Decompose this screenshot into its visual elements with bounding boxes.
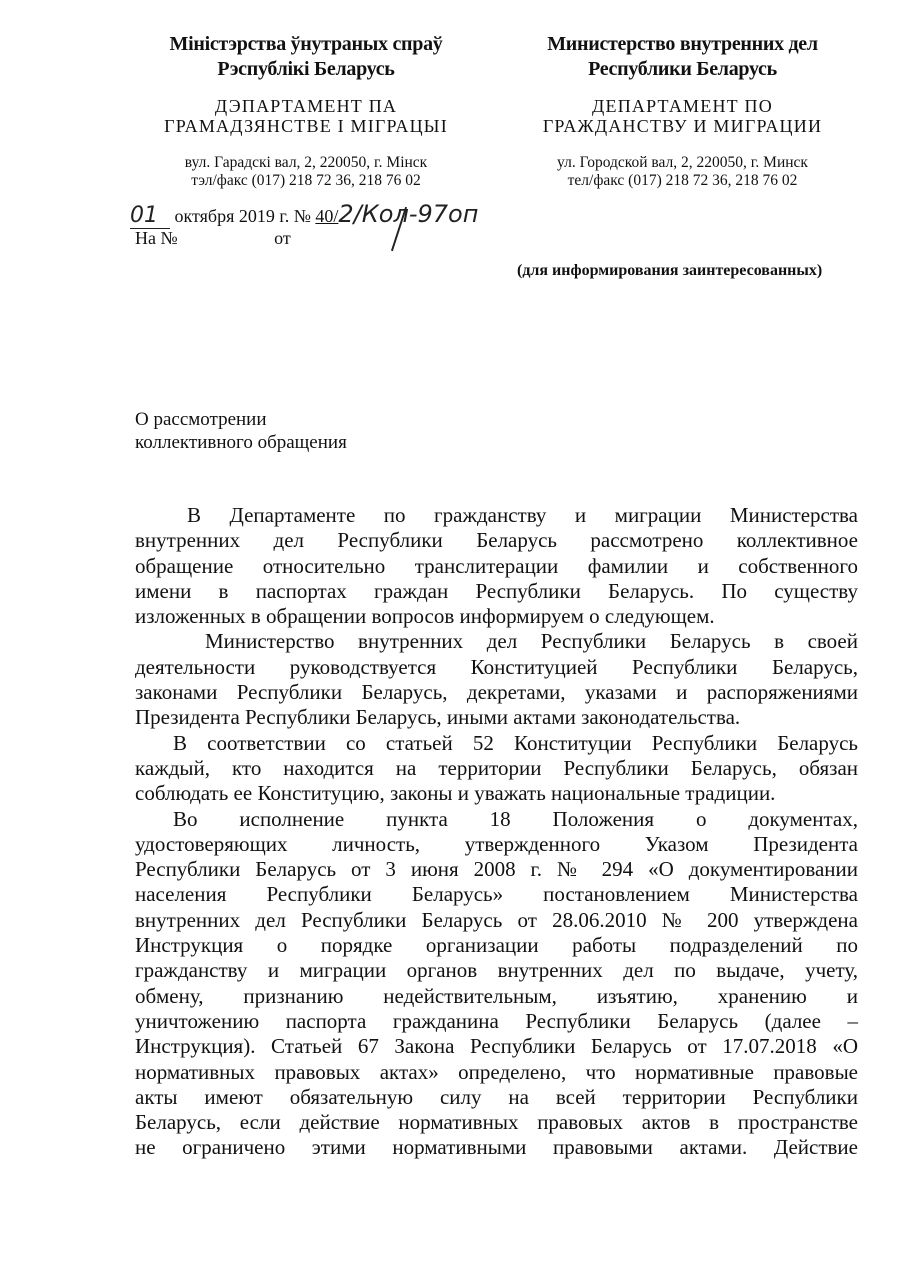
header-left — [120, 32, 492, 190]
addressee: (для информирования заинтересованных) — [517, 262, 823, 279]
subject: О рассмотрении коллективного обращения — [135, 409, 347, 453]
ministry-name-ru: Министерство внутренних дел Республики Беларусь — [547, 33, 818, 80]
dateline — [130, 200, 478, 229]
header-right — [510, 32, 855, 190]
reference-line: На № от — [135, 228, 291, 248]
date-text: октября 2019 г. № — [174, 206, 311, 226]
paragraph-1: В Департаменте по гражданству и миграции Министерства — [187, 503, 858, 527]
paragraph-4: Во исполнение пункта 18 Положения о документах, удостоверяющих личность, утвержденного Указом Президента Республики Беларусь от 3 июня 2008 г. № 294 «О документировании населения Республики Беларусь» постановлением Министерства внутренних дел Республики Беларусь от 28.06.2010 № 200 утверждена Инструкция о порядке организации работы подразделений по гражданству и миграции органов внутренних дел по выдаче, учету, обмену, признанию недействительным, изъятию, хранению и уничтожению паспорта гражданина Республики Беларусь (далее – Инструкция). Статьей 67 Закона Республики Беларусь от 17.07.2018 «О нормативных правовых актах» определено, что нормативные правовые акты имеют обязательную силу на всей территории Республики Беларусь, если действие нормативных правовых актов в пространстве не ограничено этими нормативными правовыми актами. Действие — [135, 806, 858, 1160]
department-name-by: ДЭПАРТАМЕНТ ПА ГРАМАДЗЯНСТВЕ І МІГРАЦЫІ — [164, 96, 448, 136]
ministry-name-by: Міністэрства ўнутраных спраў Рэспублікі Беларусь — [169, 33, 443, 80]
letter-body — [135, 503, 858, 1161]
paragraph-1-cont: внутренних дел Республики Беларусь рассмотрено коллективное обращение относительно транслитерации фамилии и собственного имени в паспортах граждан Республики Беларусь. По существу изложенных в обращении вопросов информируем о следующем. — [135, 528, 858, 629]
address-by: вул. Гарадскі вал, 2, 220050, г. Мінск тэл/факс (017) 218 72 36, 218 76 02 — [184, 154, 428, 189]
paragraph-2: Министерство внутренних дел Республики Беларусь в своей деятельности руководствуется Конституцией Республики Беларусь, законами Республики Беларусь, декретами, указами и распоряжениями Президента Республики Беларусь, иными актами законодательства. — [135, 629, 858, 730]
address-ru: ул. Городской вал, 2, 220050, г. Минск тел/факс (017) 218 72 36, 218 76 02 — [557, 154, 808, 189]
paragraph-3: В соответствии со статьей 52 Конституции Республики Беларусь каждый, кто находится на территории Республики Беларусь, обязан соблюдать ее Конституцию, законы и уважать национальные традиции. — [135, 730, 858, 806]
doc-number: 40/ — [315, 206, 339, 226]
handwritten-number: 2/Кол-97оп — [338, 200, 479, 228]
department-name-ru: ДЕПАРТАМЕНТ ПО ГРАЖДАНСТВУ И МИГРАЦИИ — [542, 96, 823, 136]
handwritten-day: 01 — [130, 203, 170, 229]
